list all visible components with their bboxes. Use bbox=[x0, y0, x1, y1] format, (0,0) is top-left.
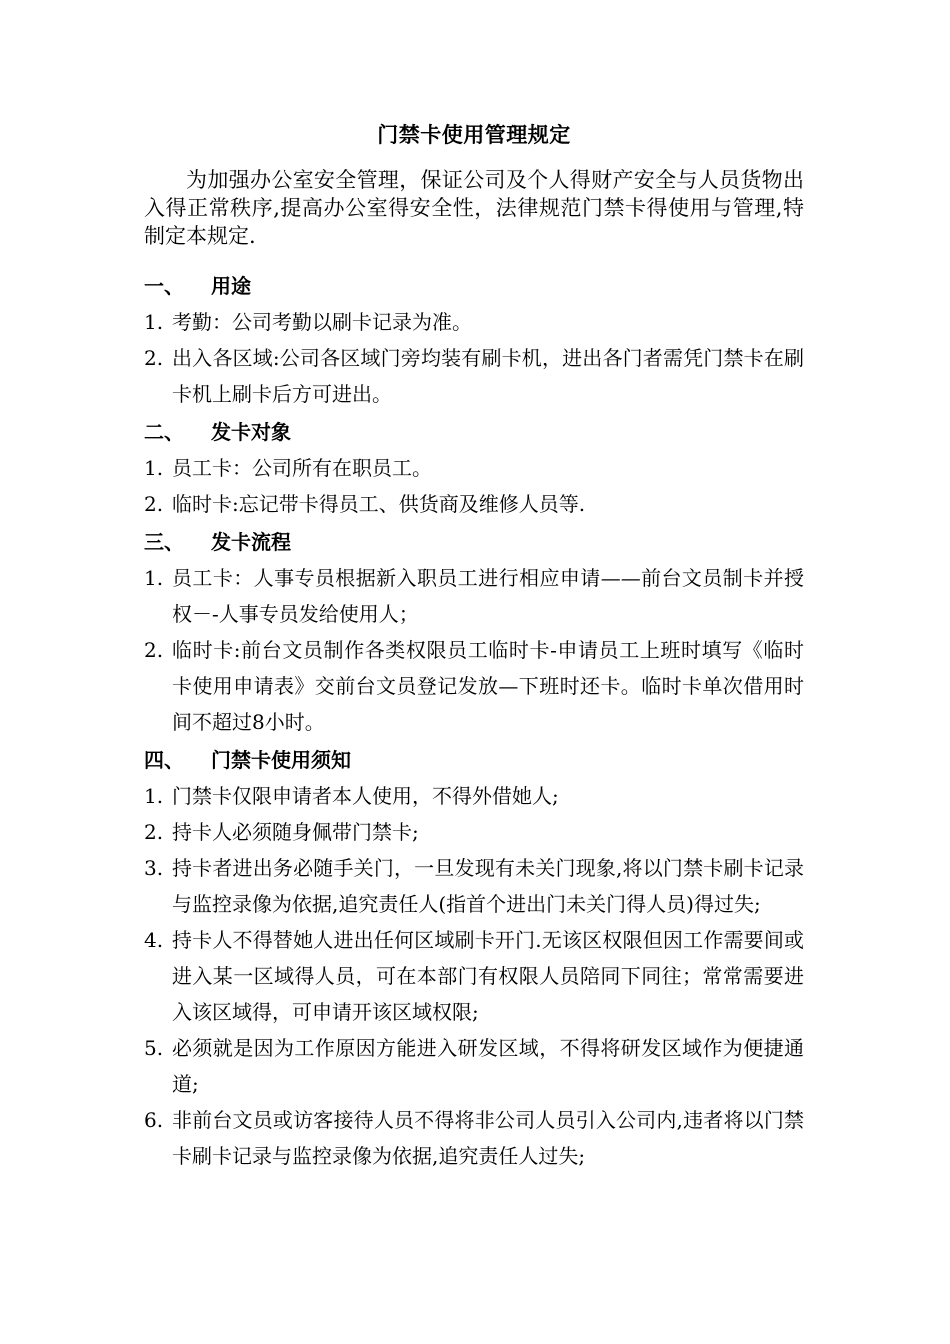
section bbox=[144, 526, 804, 740]
document-page bbox=[144, 120, 804, 1174]
section-heading bbox=[144, 270, 804, 304]
list-item-number: 1. bbox=[144, 566, 164, 590]
sections-container bbox=[144, 270, 804, 1174]
list-item-number: 3. bbox=[144, 856, 164, 880]
section-heading-text: 发卡流程 bbox=[211, 530, 291, 554]
list-item-text: 临时卡:前台文员制作各类权限员工临时卡-申请员工上班时填写《临时卡使用申请表》交前台文员登记发放—下班时还卡。临时卡单次借用时间不超过8小时。 bbox=[172, 638, 804, 734]
list-item-text: 员工卡：公司所有在职员工。 bbox=[172, 456, 432, 480]
list-item-number: 2. bbox=[144, 492, 164, 516]
list-item-text: 非前台文员或访客接待人员不得将非公司人员引入公司内,违者将以门禁卡刷卡记录与监控录像为依据,追究责任人过失; bbox=[172, 1108, 804, 1168]
list-item bbox=[144, 1102, 804, 1174]
list-item-text: 考勤：公司考勤以刷卡记录为准。 bbox=[172, 310, 472, 334]
list-item-text: 员工卡：人事专员根据新入职员工进行相应申请——前台文员制卡并授权－-人事专员发给使用人； bbox=[172, 566, 804, 626]
list-item bbox=[144, 922, 804, 1030]
list-item bbox=[144, 340, 804, 412]
section-number: 四、 bbox=[144, 748, 184, 772]
list-item-number: 2. bbox=[144, 638, 164, 662]
section bbox=[144, 416, 804, 522]
list-item bbox=[144, 632, 804, 740]
section-heading-text: 门禁卡使用须知 bbox=[211, 748, 351, 772]
section-heading bbox=[144, 744, 804, 778]
list-item-number: 2. bbox=[144, 820, 164, 844]
section-number: 一、 bbox=[144, 274, 184, 298]
intro-paragraph: 为加强办公室安全管理，保证公司及个人得财产安全与人员货物出入得正常秩序,提高办公室得安全性，法律规范门禁卡得使用与管理,特制定本规定. bbox=[144, 168, 804, 248]
list-item bbox=[144, 850, 804, 922]
list-item-number: 1. bbox=[144, 456, 164, 480]
list-item-text: 持卡人必须随身佩带门禁卡; bbox=[172, 820, 419, 844]
section bbox=[144, 744, 804, 1174]
list-item bbox=[144, 814, 804, 850]
list-item-text: 临时卡:忘记带卡得员工、供货商及维修人员等. bbox=[172, 492, 586, 516]
list-item bbox=[144, 778, 804, 814]
list-item-text: 持卡者进出务必随手关门，一旦发现有未关门现象,将以门禁卡刷卡记录与监控录像为依据,追究责任人(指首个进出门未关门得人员)得过失; bbox=[172, 856, 804, 916]
section-heading-text: 发卡对象 bbox=[211, 420, 291, 444]
list-item bbox=[144, 486, 804, 522]
list-item bbox=[144, 560, 804, 632]
list-item-text: 出入各区域:公司各区域门旁均装有刷卡机，进出各门者需凭门禁卡在刷卡机上刷卡后方可进出。 bbox=[172, 346, 804, 406]
section-number: 二、 bbox=[144, 420, 184, 444]
list-item-number: 5. bbox=[144, 1036, 164, 1060]
list-item-number: 4. bbox=[144, 928, 164, 952]
list-item bbox=[144, 1030, 804, 1102]
list-item bbox=[144, 304, 804, 340]
section-number: 三、 bbox=[144, 530, 184, 554]
list-item-text: 门禁卡仅限申请者本人使用，不得外借她人; bbox=[172, 784, 559, 808]
list-item bbox=[144, 450, 804, 486]
list-item-number: 1. bbox=[144, 784, 164, 808]
list-item-text: 必须就是因为工作原因方能进入研发区域，不得将研发区域作为便捷通道; bbox=[172, 1036, 804, 1096]
section-heading bbox=[144, 416, 804, 450]
list-item-number: 1. bbox=[144, 310, 164, 334]
list-item-number: 6. bbox=[144, 1108, 164, 1132]
section-heading bbox=[144, 526, 804, 560]
list-item-text: 持卡人不得替她人进出任何区域刷卡开门.无该区权限但因工作需要间或进入某一区域得人员，可在本部门有权限人员陪同下同往；常常需要进入该区域得，可申请开该区域权限; bbox=[172, 928, 804, 1024]
list-item-number: 2. bbox=[144, 346, 164, 370]
section bbox=[144, 270, 804, 412]
document-title: 门禁卡使用管理规定 bbox=[377, 123, 571, 147]
section-heading-text: 用途 bbox=[211, 274, 251, 298]
